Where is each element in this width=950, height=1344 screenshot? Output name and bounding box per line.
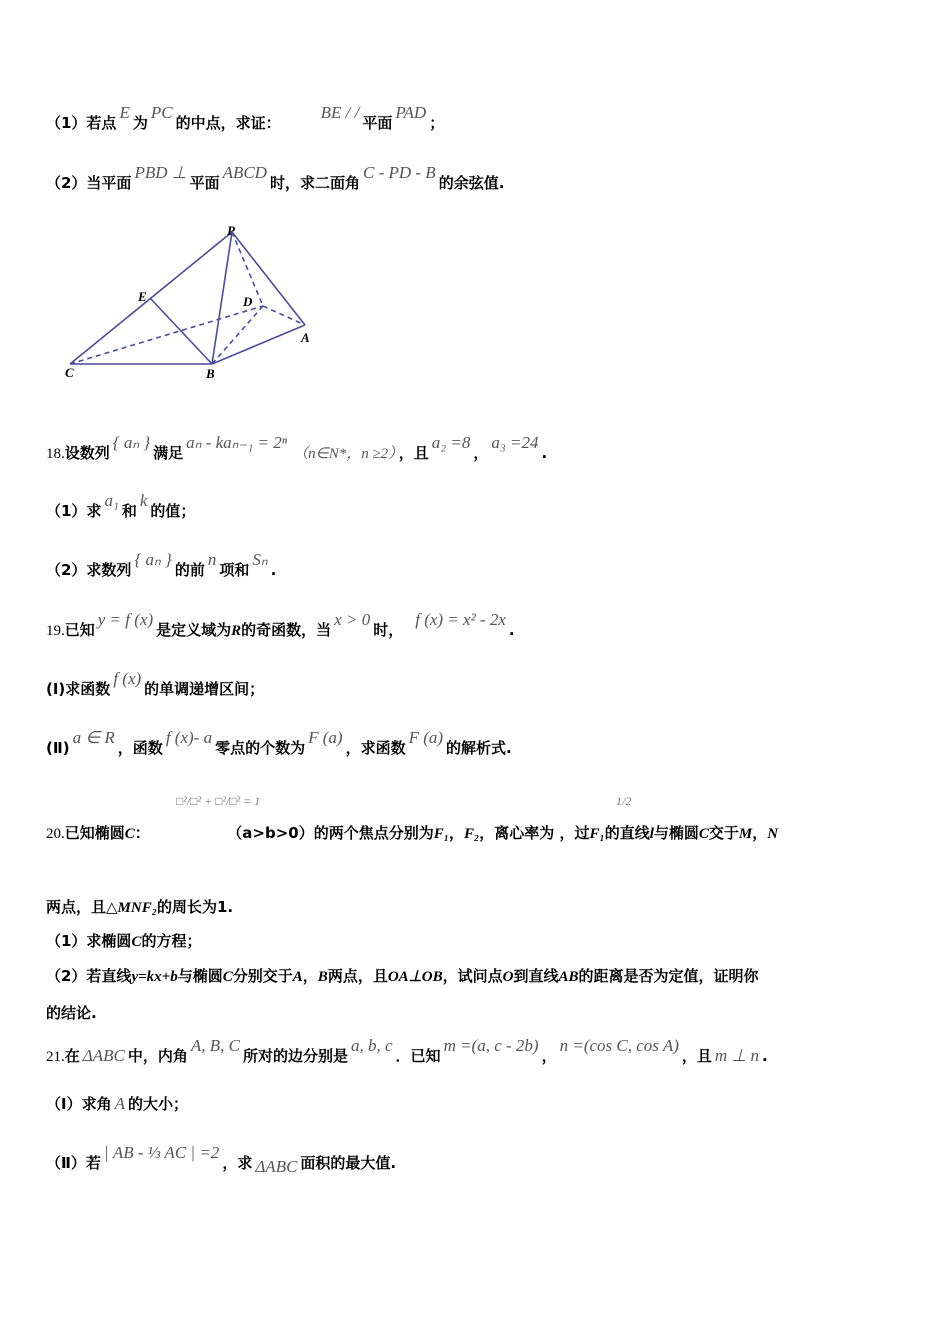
math-bold: y=kx+b: [131, 969, 178, 985]
q19-part1: [46, 669, 265, 699]
text: 的中点，求证：: [175, 114, 281, 132]
text: 零点的个数为: [215, 739, 306, 757]
text: （Ⅱ）若: [46, 1154, 101, 1172]
text: 的值；: [150, 502, 196, 520]
text: 在: [64, 1047, 80, 1065]
text: 的大小；: [127, 1095, 188, 1113]
text: 中，内角: [127, 1047, 188, 1065]
math: PC: [150, 103, 173, 122]
text: ，: [473, 444, 489, 462]
question-number: 20.: [46, 826, 65, 842]
label-e: E: [138, 289, 147, 304]
math: ΔABC: [255, 1157, 298, 1176]
text: 为: [132, 114, 148, 132]
text: ，: [752, 824, 768, 842]
math: A: [114, 1094, 125, 1113]
text: ，: [541, 1047, 557, 1065]
text: （2）当平面: [46, 174, 132, 192]
math-bold: O: [502, 969, 514, 985]
q17-part2: [46, 163, 505, 193]
math-bold: F₁: [433, 826, 449, 842]
text: （1）若点: [46, 114, 117, 132]
text: 的直线: [604, 824, 650, 842]
text: 满足: [153, 444, 184, 462]
q18-part2: [46, 550, 277, 580]
math: F (a): [408, 728, 444, 747]
math: a₃ =24: [491, 433, 539, 452]
math: k: [139, 491, 148, 510]
math: n: [207, 550, 217, 569]
text: ，且: [681, 1047, 712, 1065]
math-bold: MNF₂: [117, 900, 157, 916]
math: f (x): [113, 669, 142, 688]
math: x > 0: [334, 610, 371, 629]
label-p: P: [227, 223, 235, 238]
text: 与椭圆: [177, 967, 223, 985]
q17-part1: [46, 103, 445, 133]
math-bold: AB: [558, 969, 579, 985]
math: BE / /: [320, 103, 360, 122]
math: a₂ =8: [431, 433, 471, 452]
text: 的奇函数，当: [241, 621, 332, 639]
text: ，试问点: [442, 967, 503, 985]
math: aₙ - kaₙ₋₁ = 2ⁿ: [186, 433, 288, 452]
math: y = f (x): [97, 610, 154, 629]
q20-continued: [46, 896, 233, 917]
math-bold: C: [698, 826, 709, 842]
text: 面积的最大值.: [300, 1154, 397, 1172]
q20-stem: [46, 822, 778, 843]
text: （2）求数列: [46, 561, 132, 579]
text: 时，求二面角: [269, 174, 360, 192]
q21-part2: [46, 1143, 397, 1176]
math: f (x)- a: [165, 728, 213, 747]
math: { aₙ }: [134, 550, 172, 569]
q19-stem: [46, 610, 515, 640]
text: 的周长为1.: [156, 898, 234, 916]
text: ．已知: [395, 1047, 441, 1065]
q19-part2: [46, 728, 512, 758]
q21-part1: [46, 1093, 188, 1114]
text: ；: [429, 114, 445, 132]
text: (Ⅰ): [46, 680, 66, 698]
math: F (a): [308, 728, 343, 747]
text: 已知椭圆: [64, 824, 125, 842]
math-bold: C: [124, 826, 135, 842]
pyramid-figure: [55, 220, 335, 390]
q20-part2-end: 的结论.: [46, 1004, 97, 1022]
question-number: 19.: [46, 623, 65, 639]
text: ，: [302, 967, 318, 985]
text: 的前: [174, 561, 205, 579]
label-b: B: [206, 366, 215, 381]
math: m =(a, c - 2b): [443, 1036, 539, 1055]
math-bold: F₂: [463, 826, 480, 842]
math: n =(cos C, cos A): [559, 1036, 679, 1055]
text: 设数列: [64, 444, 110, 462]
math-bold: C: [222, 969, 233, 985]
question-number: 21.: [46, 1049, 65, 1065]
math: A, B, C: [190, 1036, 240, 1055]
text: 的距离是否为定值，证明你: [578, 967, 759, 985]
text: 时，: [373, 621, 404, 639]
text: .: [541, 444, 548, 462]
text: 的方程；: [141, 932, 202, 950]
text: 项和: [219, 561, 250, 579]
ellipse-formula: □²/□² + □²/□² = 1: [176, 794, 261, 808]
math: PBD ⊥: [134, 163, 187, 182]
math-bold: OA⊥OB: [387, 969, 443, 985]
text: 交于: [708, 824, 739, 842]
text: （1）求椭圆: [46, 932, 132, 950]
text: ，函数: [117, 739, 163, 757]
q20-part1: [46, 930, 201, 951]
text: ：: [134, 824, 150, 842]
text: 与椭圆: [653, 824, 699, 842]
math: a ∈ R: [72, 728, 115, 747]
text: .: [270, 561, 277, 579]
text: 到直线: [513, 967, 559, 985]
q18-part1: [46, 491, 196, 521]
math: C - PD - B: [362, 163, 436, 182]
math: a, b, c: [351, 1036, 393, 1055]
math: f (x) = x² - 2x: [415, 610, 506, 629]
math-bold: F₁: [589, 826, 605, 842]
math: | AB - ⅓ AC | =2: [103, 1143, 220, 1162]
math: E: [119, 103, 130, 122]
text: 求函数: [65, 680, 111, 698]
q18-stem: [46, 433, 548, 463]
label-d: D: [243, 294, 253, 309]
text: 已知: [64, 621, 95, 639]
math: ΔABC: [82, 1046, 125, 1065]
text: 是定义域为: [156, 621, 232, 639]
math: m ⊥ n: [714, 1046, 760, 1065]
math-bold: A: [292, 969, 303, 985]
text: .: [762, 1047, 768, 1065]
text: （a>b>0）的两个焦点分别为: [234, 824, 434, 842]
math: { aₙ }: [112, 433, 151, 452]
text: .: [508, 621, 515, 639]
math-bold: C: [131, 934, 142, 950]
label-a: A: [301, 330, 310, 345]
math-bold: M: [738, 826, 753, 842]
text: ，: [448, 824, 464, 842]
eccentricity-value: 1/2: [616, 794, 632, 808]
math-bold: R: [231, 623, 242, 639]
math-bold: N: [767, 826, 779, 842]
math: Sₙ: [252, 550, 268, 569]
text: 所对的边分别是: [242, 1047, 348, 1065]
math: a₁: [104, 491, 119, 510]
text: 的解析式.: [446, 739, 512, 757]
text: 平面: [362, 114, 393, 132]
text: 平面: [189, 174, 220, 192]
text: 两点，且: [327, 967, 388, 985]
text: （Ⅰ）求角: [46, 1095, 112, 1113]
text: （2）若直线: [46, 967, 132, 985]
text: (Ⅱ): [46, 739, 70, 757]
math-bold: B: [317, 969, 328, 985]
text: 和: [121, 502, 137, 520]
label-c: C: [65, 365, 74, 380]
text: 分别交于: [232, 967, 293, 985]
text: ，求函数: [345, 739, 406, 757]
math: PAD: [395, 103, 427, 122]
text: 的余弦值.: [438, 174, 505, 192]
text: （1）求: [46, 502, 102, 520]
text: ，离心率为 ，过: [479, 824, 590, 842]
math: ABCD: [222, 163, 267, 182]
text: ，求: [222, 1154, 253, 1172]
q20-part2: [46, 965, 758, 986]
text: ，且: [398, 444, 429, 462]
math-bold: l: [649, 826, 654, 842]
math: （n∈N*，n ≥2）: [293, 446, 396, 462]
text: 两点，且△: [46, 898, 118, 916]
question-number: 18.: [46, 446, 65, 462]
text: 的单调递增区间；: [144, 680, 265, 698]
q21-stem: [46, 1036, 768, 1066]
